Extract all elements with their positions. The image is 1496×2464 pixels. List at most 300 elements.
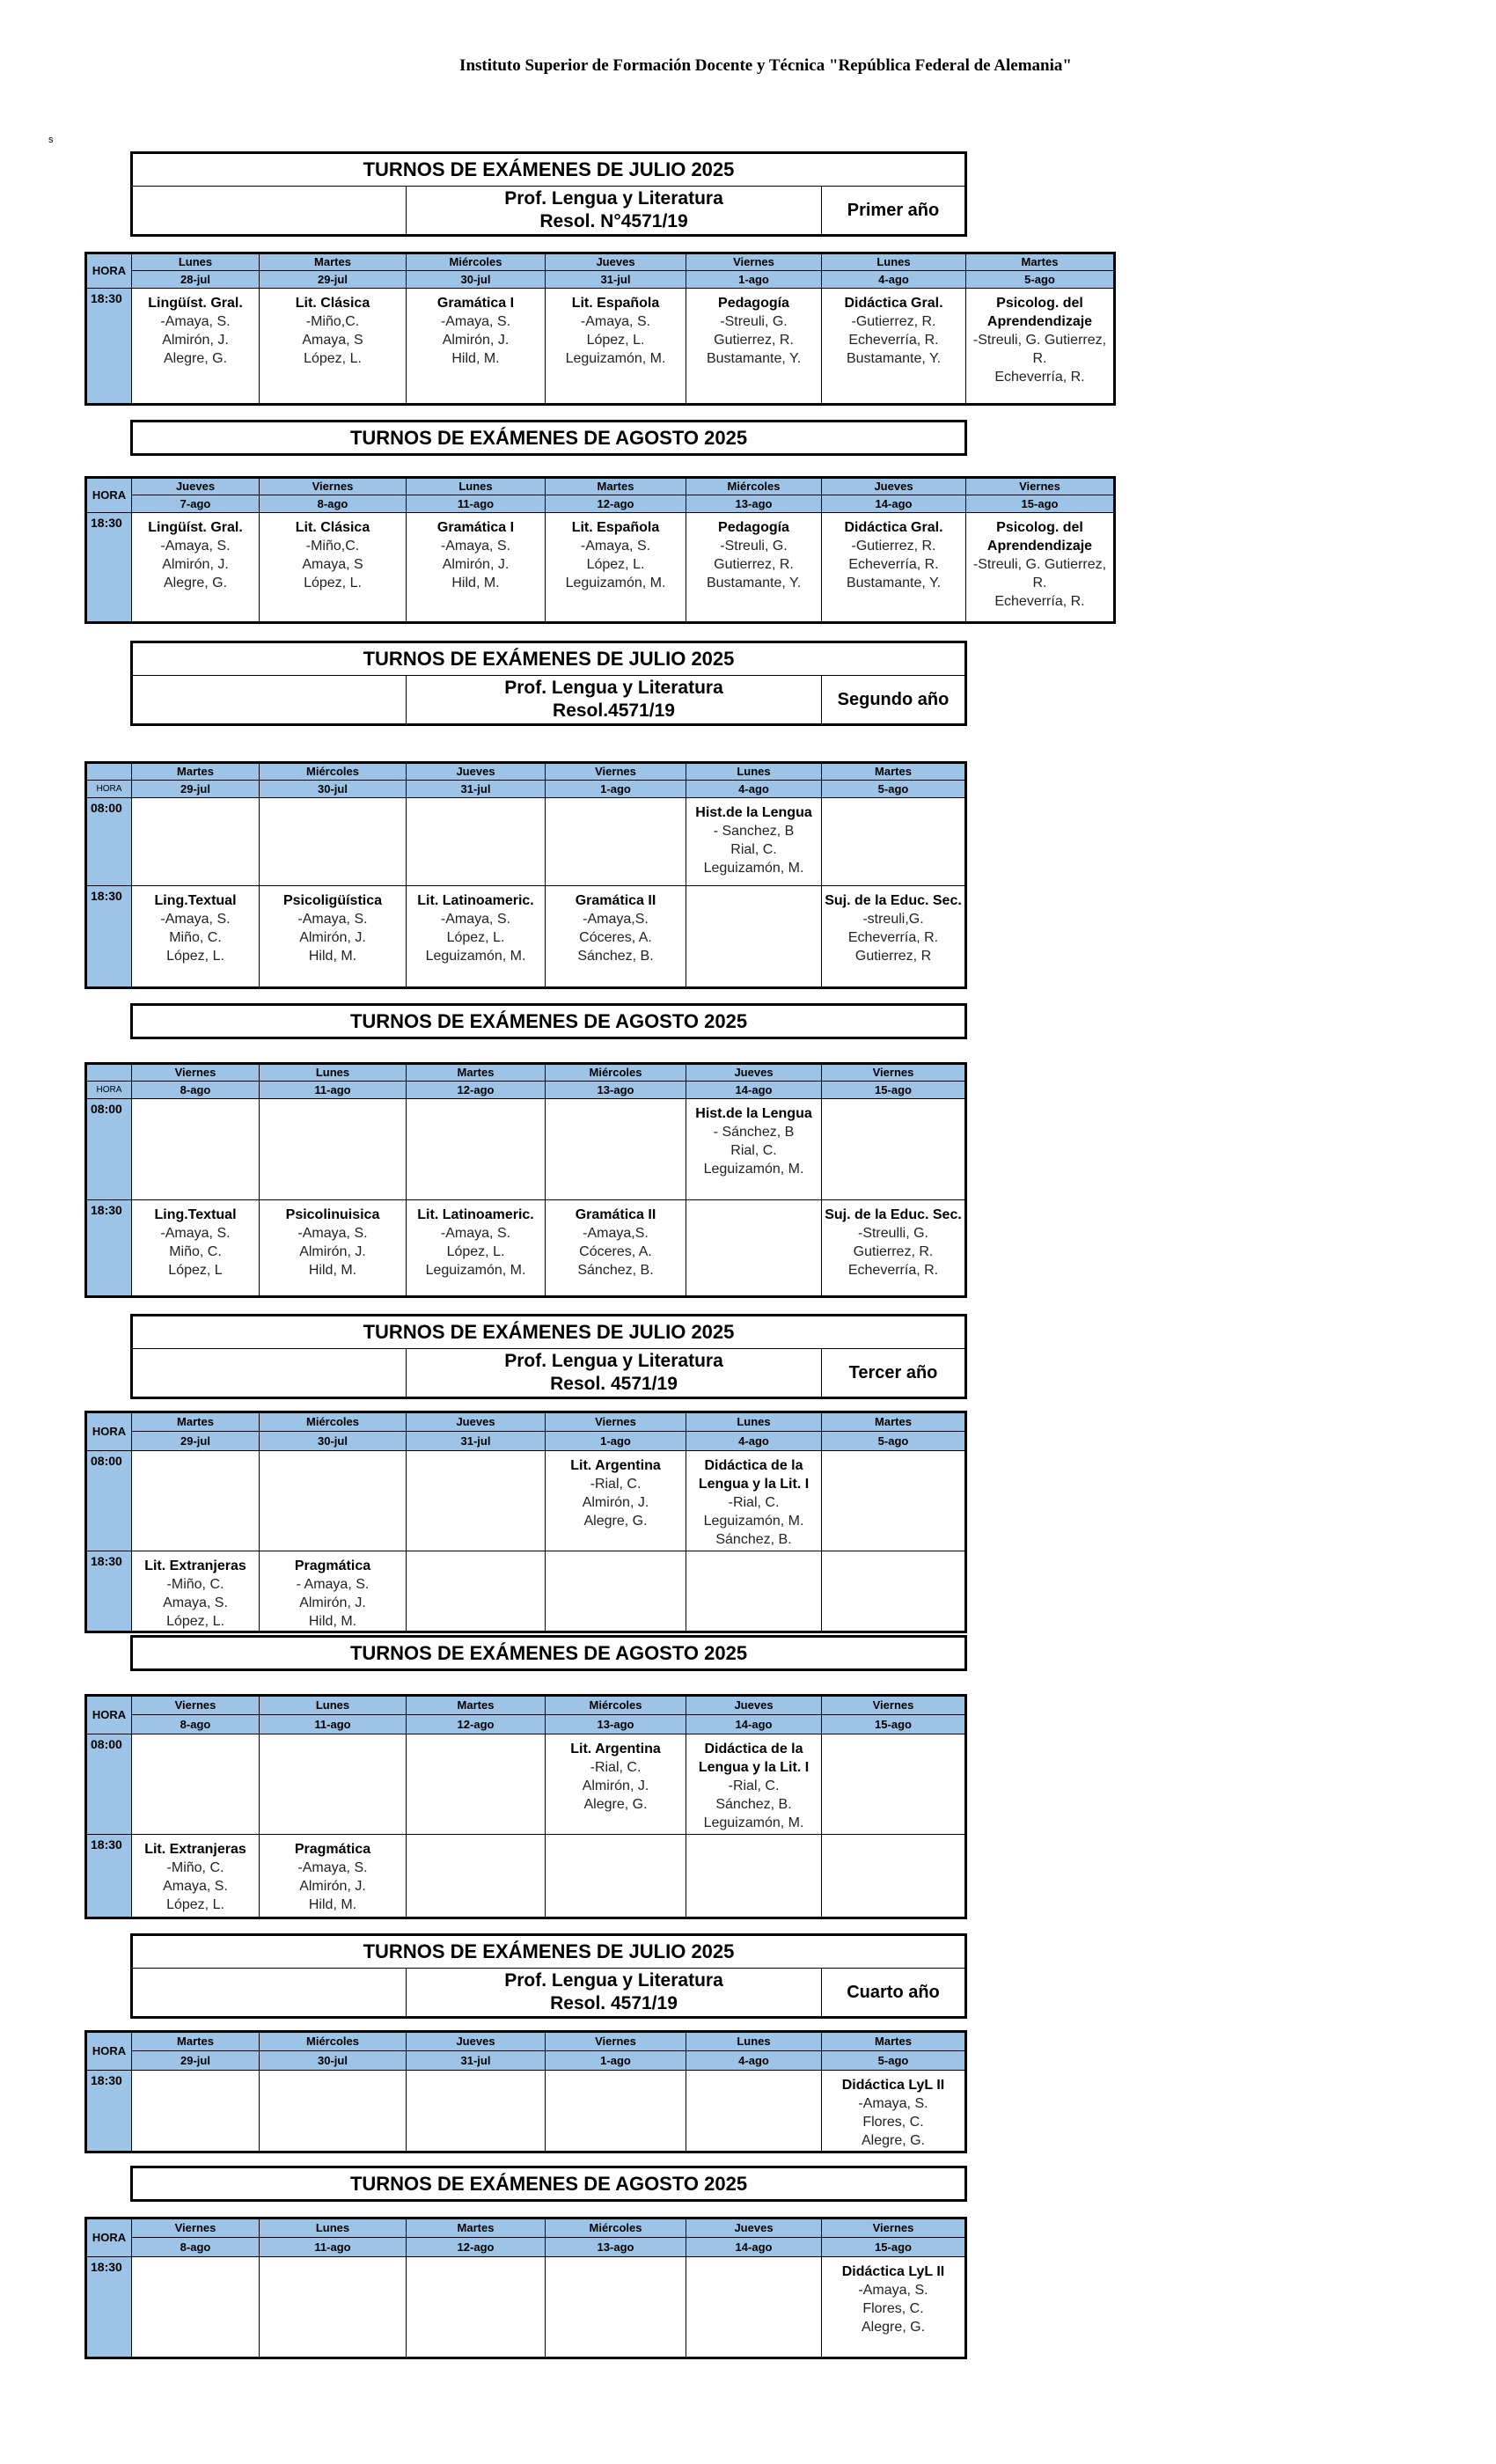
time-slot-row [86,513,1115,623]
empty-cell [407,1099,546,1200]
exam-cell [407,886,546,988]
empty-cell [132,798,260,886]
weekday-row [86,2218,966,2238]
professor-name: López, L [168,1263,223,1278]
date-3: 13-ago [546,2238,686,2257]
empty-cell [686,1200,822,1297]
weekday-1: Martes [260,253,407,271]
subject-name: Lit. Clásica [295,520,370,535]
empty-cell [407,1734,546,1835]
professor-name: Hild, M. [451,351,500,366]
exam-header [130,1314,967,1399]
date-5: 4-ago [822,271,966,289]
professor-name: -Amaya, S. [858,2096,928,2111]
exam-title-row [132,642,966,676]
professor-name: Hild, M. [308,1614,357,1629]
exam-title: TURNOS DE EXÁMENES DE JULIO 2025 [132,153,966,187]
professor-name: López, L. [446,930,505,945]
date-4: 14-ago [686,1715,822,1734]
exam-title: TURNOS DE EXÁMENES DE AGOSTO 2025 [132,1637,966,1670]
weekday-3: Jueves [546,253,686,271]
weekday-4: Jueves [686,2218,822,2238]
professor-name: -streuli,G. [862,912,924,927]
professor-name: Rial, C. [730,1143,777,1158]
professor-name: Echeverría, R. [994,370,1085,385]
time-slot-row [86,2071,966,2152]
hora-header: HORA [86,1696,132,1734]
date-0: 8-ago [132,2238,260,2257]
professor-name: Hild, M. [308,949,357,964]
time-slot-row [86,798,966,886]
professor-name: Leguizamón, M. [425,949,526,964]
weekday-2: Martes [407,1064,546,1082]
professor-name: -Amaya, S. [160,1226,231,1241]
subject-name: Lit. Latinoameric. [417,1207,534,1222]
professor-name: Gutierrez, R [854,949,932,964]
time-slot-row [86,1835,966,1918]
professor-name: Alegre, G. [861,2320,926,2335]
weekday-1: Lunes [260,1696,407,1715]
weekday-2: Miércoles [407,253,546,271]
professor-name: Bustamante, Y. [706,576,802,590]
date-row [86,495,1115,513]
exam-cell [132,886,260,988]
empty-cell [546,798,686,886]
weekday-2: Martes [407,1696,546,1715]
professor-name: López, L. [304,576,362,590]
empty-cell [686,2257,822,2358]
professor-name: Almirón, J. [162,557,229,572]
professor-name: -Amaya, S. [580,314,651,329]
subject-name: Lingüíst. Gral. [148,296,243,311]
date-5: 15-ago [822,2238,966,2257]
exam-cell [686,1451,822,1551]
weekday-5: Viernes [822,1696,966,1715]
professor-name: Hild, M. [451,576,500,590]
year-label: Primer año [822,187,966,236]
weekday-1: Miércoles [260,1412,407,1432]
weekday-6: Martes [966,253,1115,271]
time-label: 18:30 [86,513,132,623]
time-slot-row [86,1551,966,1632]
professor-name: -Amaya, S. [580,539,651,554]
exam-title: TURNOS DE EXÁMENES DE JULIO 2025 [132,642,966,676]
weekday-0: Viernes [132,1064,260,1082]
date-5: 14-ago [822,495,966,513]
weekday-3: Martes [546,478,686,495]
professor-name: Flores, C. [862,2115,924,2130]
exam-cell [546,1734,686,1835]
time-label: 08:00 [86,1099,132,1200]
date-row [86,781,966,798]
professor-name: Miño, C. [169,930,222,945]
professor-name: -Amaya,S. [583,1226,649,1241]
schedule-grid [84,1694,967,1919]
subject-name: Didáctica de la Lengua y la Lit. I [698,1458,810,1492]
schedule-grid [84,252,1116,406]
time-slot-row [86,1099,966,1200]
exam-cell [686,1099,822,1200]
time-label: 18:30 [86,1551,132,1632]
empty-cell [260,1099,407,1200]
weekday-row [86,253,1115,271]
career-name: Prof. Lengua y Literatura [504,678,723,698]
date-0: 29-jul [132,1432,260,1451]
time-label: 18:30 [86,289,132,405]
blank-cell [132,1969,407,2018]
subject-name: Gramática II [575,1207,656,1222]
resolution: Resol. 4571/19 [550,1374,678,1394]
subject-name: Psicolog. del Aprendendizaje [986,296,1093,329]
exam-title-row [132,1935,966,1969]
exam-header [130,1003,967,1039]
professor-name: Sánchez, B. [715,1797,792,1812]
empty-cell [822,798,966,886]
date-row [86,1715,966,1734]
date-0: 8-ago [132,1082,260,1099]
subject-name: Pragmática [294,1842,371,1857]
professor-name: Leguizamón, M. [565,351,666,366]
date-5: 15-ago [822,1715,966,1734]
weekday-4: Jueves [686,1696,822,1715]
date-1: 30-jul [260,2051,407,2071]
date-3: 13-ago [546,1715,686,1734]
subject-name: Lit. Extranjeras [144,1842,246,1857]
exam-cell [686,513,822,623]
subject-name: Hist.de la Lengua [695,805,812,820]
exam-title: TURNOS DE EXÁMENES DE JULIO 2025 [132,1316,966,1349]
time-slot-row [86,289,1115,405]
empty-cell [260,2071,407,2152]
date-4: 13-ago [686,495,822,513]
time-label: 18:30 [86,2071,132,2152]
date-row [86,2238,966,2257]
weekday-0: Martes [132,763,260,781]
weekday-0: Martes [132,1412,260,1432]
exam-cell [260,1551,407,1632]
exam-cell [546,289,686,405]
exam-cell [686,1734,822,1835]
subject-name: Pedagogía [718,296,789,311]
date-4: 14-ago [686,2238,822,2257]
date-0: 28-jul [132,271,260,289]
professor-name: -Streulli, G. [857,1226,928,1241]
exam-title: TURNOS DE EXÁMENES DE AGOSTO 2025 [132,1005,966,1038]
professor-name: -Amaya, S. [297,912,368,927]
professor-name: López, L. [586,557,645,572]
empty-cell [822,1734,966,1835]
date-3: 31-jul [546,271,686,289]
schedule-grid [84,1062,967,1298]
weekday-row [86,2032,966,2051]
professor-name: Amaya, S [302,557,363,572]
date-5: 5-ago [822,781,966,798]
professor-name: Flores, C. [862,2301,924,2316]
date-4: 4-ago [686,1432,822,1451]
empty-cell [407,798,546,886]
professor-name: Almirón, J. [442,333,510,348]
professor-name: Rial, C. [730,842,777,857]
exam-cell [132,1551,260,1632]
professor-name: -Amaya, S. [440,314,511,329]
schedule-grid [84,476,1116,624]
schedule-grid [84,2030,967,2153]
professor-name: Echeverría, R. [847,1263,939,1278]
page-mark: s [48,135,54,145]
weekday-4: Lunes [686,763,822,781]
professor-name: Echeverría, R. [994,594,1085,609]
professor-name: Leguizamón, M. [703,861,804,876]
professor-name: Gutierrez, R. [853,1244,934,1259]
exam-cell [822,1200,966,1297]
empty-cell [546,1835,686,1918]
hora-blank [86,1064,132,1082]
exam-cell [966,513,1115,623]
date-2: 31-jul [407,781,546,798]
weekday-4: Lunes [686,2032,822,2051]
weekday-5: Martes [822,1412,966,1432]
subject-name: Lit. Española [571,296,660,311]
date-5: 5-ago [822,1432,966,1451]
professor-name: Sánchez, B. [577,1263,654,1278]
professor-name: López, L. [166,1897,224,1912]
weekday-3: Viernes [546,2032,686,2051]
exam-title-row [132,153,966,187]
date-1: 11-ago [260,1715,407,1734]
career-row [132,187,966,236]
schedule-grid [84,2217,967,2359]
exam-header [130,151,967,237]
professor-name: Echeverría, R. [847,930,939,945]
professor-name: -Miño, C. [166,1860,224,1875]
career-row [132,1969,966,2018]
empty-cell [407,1835,546,1918]
time-label: 08:00 [86,798,132,886]
empty-cell [407,1451,546,1551]
subject-name: Lit. Extranjeras [144,1558,246,1573]
exam-header [130,420,967,456]
time-label: 18:30 [86,886,132,988]
exam-title: TURNOS DE EXÁMENES DE AGOSTO 2025 [132,422,966,455]
weekday-row [86,1064,966,1082]
empty-cell [822,1099,966,1200]
professor-name: Alegre, G. [163,351,228,366]
weekday-5: Viernes [822,1064,966,1082]
subject-name: Psicoligüística [282,893,383,908]
hora-header: HORA [86,2218,132,2257]
time-label: 18:30 [86,2257,132,2358]
professor-name: Almirón, J. [299,1244,366,1259]
professor-name: Sánchez, B. [577,949,654,964]
empty-cell [132,2257,260,2358]
career-cell [407,1349,822,1398]
weekday-2: Martes [407,2218,546,2238]
empty-cell [686,2071,822,2152]
professor-name: -Amaya, S. [297,1226,368,1241]
empty-cell [686,1551,822,1632]
professor-name: - Sanchez, B [713,824,795,839]
weekday-5: Viernes [822,2218,966,2238]
career-cell [407,187,822,236]
date-4: 4-ago [686,781,822,798]
year-label: Segundo año [822,676,966,725]
hora-blank [86,763,132,781]
professor-name: Alegre, G. [861,2133,926,2148]
professor-name: -Amaya, S. [160,314,231,329]
time-slot-row [86,1734,966,1835]
exam-cell [132,1835,260,1918]
hora-header: HORA [86,1082,132,1099]
exam-title-row [132,1005,966,1038]
weekday-5: Jueves [822,478,966,495]
exam-cell [546,1451,686,1551]
weekday-row [86,763,966,781]
time-label: 18:30 [86,1835,132,1918]
empty-cell [260,798,407,886]
weekday-4: Jueves [686,1064,822,1082]
resolution: Resol. N°4571/19 [539,211,688,231]
professor-name: -Amaya, S. [440,912,511,927]
weekday-1: Lunes [260,2218,407,2238]
professor-name: Leguizamón, M. [703,1162,804,1177]
weekday-3: Viernes [546,763,686,781]
date-row [86,2051,966,2071]
professor-name: -Gutierrez, R. [851,539,936,554]
exam-title-row [132,1316,966,1349]
weekday-row [86,1696,966,1715]
weekday-2: Jueves [407,763,546,781]
subject-name: Lit. Argentina [570,1458,661,1473]
professor-name: -Miño, C. [166,1577,224,1592]
professor-name: -Amaya,S. [583,912,649,927]
exam-cell [686,798,822,886]
professor-name: Leguizamón, M. [703,1514,804,1529]
exam-cell [822,2071,966,2152]
date-2: 30-jul [407,271,546,289]
exam-cell [546,1200,686,1297]
exam-cell [260,1200,407,1297]
career-name: Prof. Lengua y Literatura [504,1351,723,1371]
professor-name: -Amaya, S. [297,1860,368,1875]
exam-title-row [132,1637,966,1670]
subject-name: Didáctica Gral. [844,520,943,535]
professor-name: Almirón, J. [162,333,229,348]
professor-name: Almirón, J. [442,557,510,572]
subject-name: Lit. Española [571,520,660,535]
weekday-0: Viernes [132,1696,260,1715]
professor-name: -Amaya, S. [440,1226,511,1241]
professor-name: López, L. [166,1614,224,1629]
professor-name: Cóceres, A. [579,1244,652,1259]
professor-name: López, L. [446,1244,505,1259]
exam-cell [407,513,546,623]
professor-name: Echeverría, R. [848,557,939,572]
hora-header: HORA [86,781,132,798]
hora-header: HORA [86,1412,132,1451]
exam-cell [132,513,260,623]
exam-cell [260,1835,407,1918]
empty-cell [686,1835,822,1918]
empty-cell [407,1551,546,1632]
exam-cell [546,886,686,988]
date-4: 4-ago [686,2051,822,2071]
professor-name: - Amaya, S. [296,1577,370,1592]
weekday-0: Viernes [132,2218,260,2238]
exam-cell [822,886,966,988]
professor-name: Bustamante, Y. [846,576,942,590]
exam-cell [822,289,966,405]
professor-name: Alegre, G. [583,1797,648,1812]
date-3: 12-ago [546,495,686,513]
exam-cell [546,513,686,623]
subject-name: Lit. Argentina [570,1742,661,1756]
date-2: 12-ago [407,2238,546,2257]
professor-name: -Streuli, G. [720,539,788,554]
professor-name: Leguizamón, M. [425,1263,526,1278]
subject-name: Hist.de la Lengua [695,1106,812,1121]
date-row [86,1432,966,1451]
professor-name: Alegre, G. [163,576,228,590]
empty-cell [822,1551,966,1632]
empty-cell [260,1734,407,1835]
empty-cell [407,2071,546,2152]
exam-header [130,1933,967,2019]
date-3: 1-ago [546,2051,686,2071]
professor-name: -Streuli, G. Gutierrez, R. [972,333,1107,366]
time-slot-row [86,886,966,988]
date-3: 1-ago [546,1432,686,1451]
empty-cell [546,2257,686,2358]
weekday-row [86,1412,966,1432]
professor-name: Almirón, J. [299,1879,366,1894]
exam-title-row [132,422,966,455]
exam-cell [686,289,822,405]
weekday-2: Jueves [407,2032,546,2051]
weekday-5: Martes [822,2032,966,2051]
exam-header [130,641,967,726]
exam-title: TURNOS DE EXÁMENES DE AGOSTO 2025 [132,2167,966,2201]
exam-cell [260,886,407,988]
subject-name: Lit. Clásica [295,296,370,311]
weekday-5: Martes [822,763,966,781]
career-cell [407,1969,822,2018]
professor-name: Almirón, J. [299,1595,366,1610]
professor-name: Almirón, J. [582,1778,649,1793]
date-1: 11-ago [260,1082,407,1099]
professor-name: López, L. [586,333,645,348]
weekday-row [86,478,1115,495]
exam-header [130,2166,967,2202]
date-1: 30-jul [260,781,407,798]
blank-cell [132,187,407,236]
exam-cell [407,1200,546,1297]
exam-cell [407,289,546,405]
professor-name: -Rial, C. [728,1495,780,1510]
professor-name: Leguizamón, M. [565,576,666,590]
professor-name: -Streuli, G. [720,314,788,329]
year-label: Cuarto año [822,1969,966,2018]
hora-header: HORA [86,2032,132,2071]
empty-cell [260,2257,407,2358]
hora-header: HORA [86,478,132,513]
professor-name: Gutierrez, R. [714,333,794,348]
professor-name: -Miño,C. [305,539,360,554]
date-1: 11-ago [260,2238,407,2257]
professor-name: Cóceres, A. [579,930,652,945]
subject-name: Psicolog. del Aprendendizaje [986,520,1093,554]
schedule-grid [84,761,967,989]
professor-name: Almirón, J. [299,930,366,945]
